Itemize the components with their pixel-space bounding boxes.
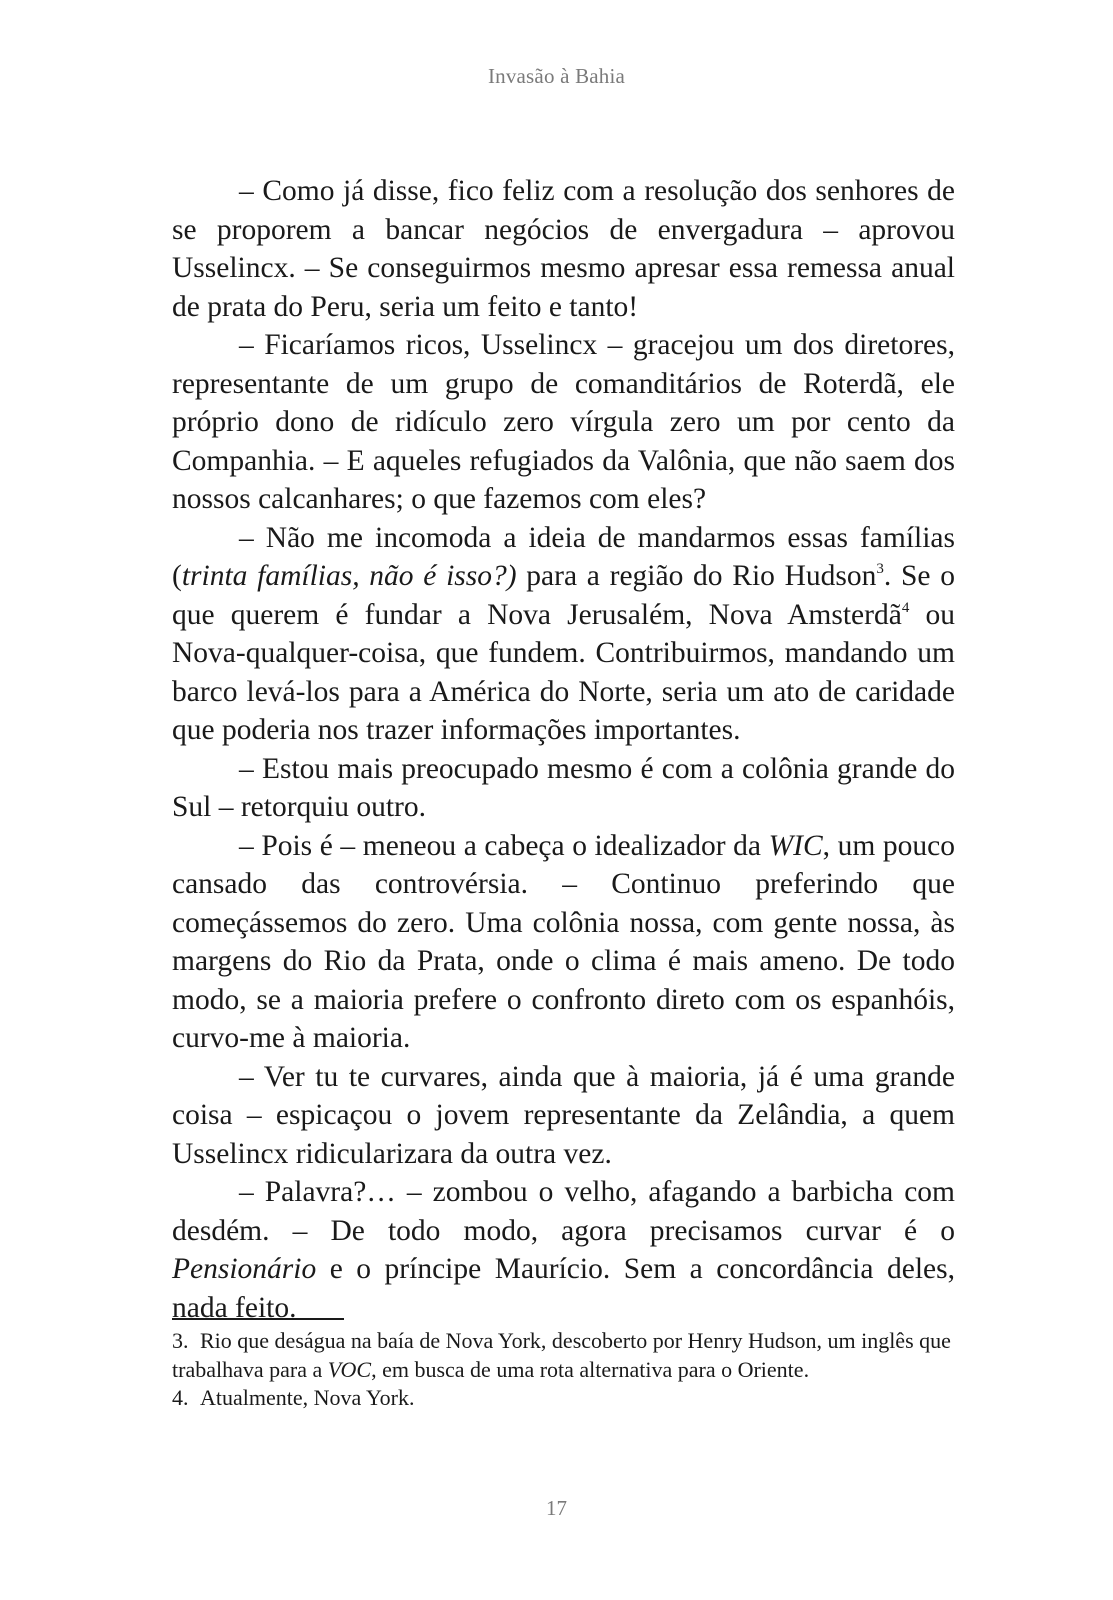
paragraph-6 — [172, 1058, 955, 1174]
paragraph-text: e o príncipe Maurício. Sem a concordância deles, nada feito. — [172, 1253, 955, 1324]
paragraph-1 — [172, 172, 955, 326]
italic-text: WIC — [768, 829, 823, 862]
paragraph-text: – Pois é – meneou a cabeça o idealizador da — [239, 829, 769, 862]
footnote-3 — [172, 1327, 955, 1384]
paragraph-5 — [172, 827, 955, 1058]
footnote-4 — [172, 1384, 955, 1413]
italic-text: trinta famílias, não é isso?) — [181, 560, 517, 592]
italic-text: Pensionário — [172, 1253, 317, 1285]
footnote-text: Atualmente, Nova York. — [200, 1385, 415, 1410]
paragraph-text: , um pouco cansado das controvérsia. – Continuo preferindo que começássemos do zero. Uma colônia nossa, com gente nossa, às margens do Rio da Prata, onde o clima é mais ameno. De todo modo, se a maioria prefere o confronto direto com os espanhóis, curvo-me à maioria. — [172, 829, 956, 1054]
paragraph-text: – Estou mais preocupado mesmo é com a colônia grande do Sul – retorquiu outro. — [172, 752, 955, 823]
footnotes — [172, 1327, 955, 1413]
footnote-number: 4. — [172, 1385, 189, 1410]
footnote-text: Rio que deságua na baía de Nova York, descoberto por Henry Hudson, um inglês que trabalhava para a — [172, 1328, 951, 1382]
paragraph-2 — [172, 326, 955, 519]
footnote-divider — [172, 1318, 344, 1320]
paragraph-4 — [172, 750, 955, 827]
paragraph-text: – Palavra?… – zombou o velho, afagando a barbicha com desdém. – De todo modo, agora precisamos curvar é o — [172, 1176, 955, 1247]
paragraph-text: – Ver tu te curvares, ainda que à maioria, já é uma grande coisa – espicaçou o jovem representante da Zelândia, a quem Usselincx ridicularizara da outra vez. — [172, 1060, 955, 1170]
footnote-number: 3. — [172, 1328, 189, 1353]
paragraph-text: – Não me incomoda a ideia de mandarmos essas famílias ( — [172, 521, 955, 592]
body-text — [172, 172, 955, 1327]
italic-text: VOC — [327, 1356, 372, 1382]
page-number: 17 — [546, 1496, 567, 1520]
paragraph-text: para a região do Rio Hudson — [516, 560, 877, 592]
footnote-text: , em busca de uma rota alternativa para o Oriente. — [371, 1356, 810, 1382]
paragraph-text: – Como já disse, fico feliz com a resolução dos senhores de se proporem a bancar negócios de envergadura – aprovou Usselincx. – Se conseguirmos mesmo apresar essa remessa anual de prata do Peru, seria um feito e tanto! — [172, 175, 955, 323]
paragraph-7 — [172, 1173, 955, 1327]
running-header: Invasão à Bahia — [487, 64, 626, 88]
paragraph-text: – Ficaríamos ricos, Usselincx – gracejou um dos diretores, representante de um grupo de comanditários de Roterdã, ele próprio dono de ridículo zero vírgula zero um por cento da Companhia. – E aqueles refugiados da Valônia, que não saem dos nossos calcanhares; o que fazemos com eles? — [172, 329, 955, 515]
paragraph-text: ou Nova-qualquer-coisa, que fundem. Contribuirmos, mandando um barco levá-los para a América do Norte, seria um ato de caridade que poderia nos trazer informações importantes. — [172, 598, 956, 746]
paragraph-3 — [172, 519, 955, 750]
footnote-ref-3: 3 — [876, 561, 884, 577]
paragraph-text: . Se o que querem é fundar a Nova Jerusalém, Nova Amsterdã — [172, 560, 956, 631]
footnote-ref-4: 4 — [901, 599, 910, 616]
